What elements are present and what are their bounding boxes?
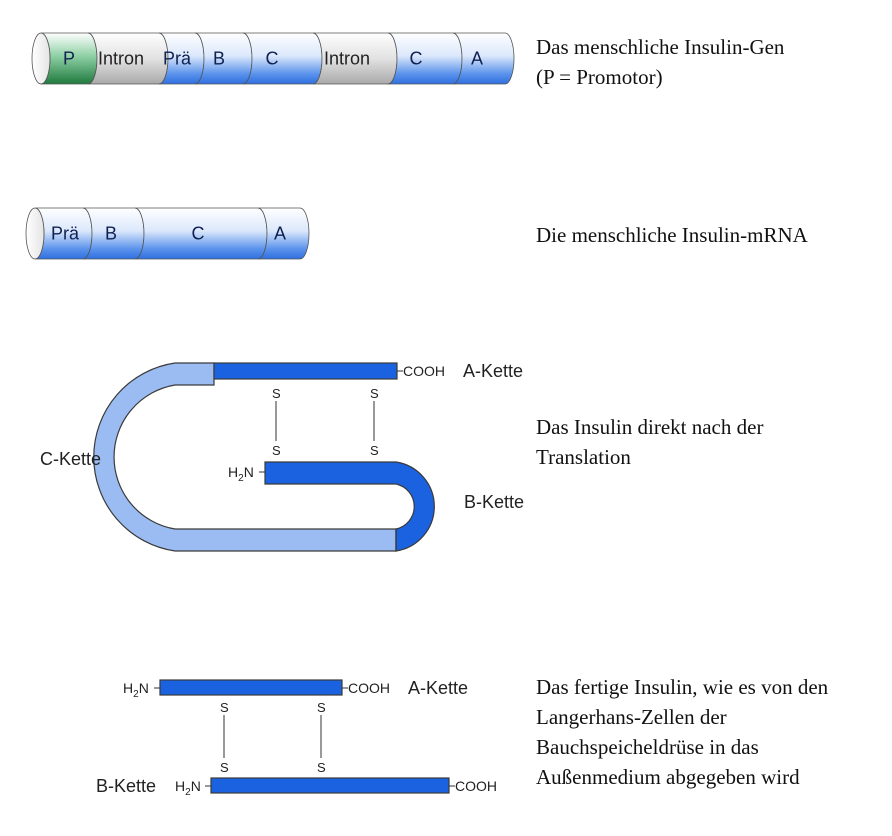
- caption-line: Das fertige Insulin, wie es von den: [536, 675, 829, 699]
- a-chain-label: A-Kette: [408, 678, 469, 698]
- disulfide-bridge: [220, 700, 229, 775]
- disulfide-bridge: [370, 386, 379, 458]
- segment-label: A: [273, 223, 287, 244]
- svg-text:H2N: $H_2N$: [228, 464, 254, 484]
- b-chain-cooh: COOH: [455, 778, 497, 794]
- c-chain-label: C-Kette: [40, 449, 102, 469]
- segment-label: C: [409, 48, 423, 69]
- mature-insulin: [96, 678, 497, 798]
- a-chain-cooh: COOH: [348, 680, 390, 696]
- insulin-gene: [32, 33, 514, 84]
- segment-label: A: [470, 48, 484, 69]
- b-chain-nh2: [228, 464, 265, 484]
- segment-label: C: [265, 48, 279, 69]
- gene-caption: [536, 32, 784, 92]
- segment-exon: [243, 33, 322, 84]
- svg-text:H2N: $H_2N$: [175, 778, 201, 798]
- mrna-caption: [536, 220, 808, 250]
- caption-line: Das Insulin direkt nach der: [536, 415, 764, 439]
- a-chain-cooh: COOH: [403, 363, 445, 379]
- proinsulin-caption: [536, 412, 763, 472]
- b-chain-label: B-Kette: [96, 776, 157, 796]
- segment-exon: [388, 33, 462, 84]
- svg-text:H2N: $H_2N$: [123, 680, 149, 700]
- cylinder-end-cap: [32, 33, 50, 84]
- caption-line: Langerhans-Zellen der: [536, 705, 727, 729]
- caption-line: (P = Promotor): [536, 65, 663, 89]
- segment-label: P: [62, 48, 76, 69]
- insulin-caption: [536, 672, 828, 792]
- sulfur-atom: S: [272, 443, 281, 458]
- segment-exon: [453, 33, 514, 84]
- b-chain-bar: [211, 778, 449, 793]
- b-chain-nh2: [175, 778, 211, 798]
- caption-line: Bauchspeicheldrüse in das: [536, 735, 759, 759]
- segment-label: Prä: [50, 223, 80, 244]
- segment-label: Intron: [323, 48, 371, 69]
- segment-label: C: [191, 223, 205, 244]
- b-chain-label: B-Kette: [464, 492, 525, 512]
- disulfide-bridge: [272, 386, 281, 458]
- a-chain-label: A-Kette: [463, 361, 524, 381]
- a-chain-bar: [160, 680, 342, 695]
- caption-line: Translation: [536, 445, 631, 469]
- segment-label: B: [212, 48, 226, 69]
- segment-label: Intron: [97, 48, 145, 69]
- caption-line: Die menschliche Insulin-mRNA: [536, 223, 808, 247]
- a-chain-nh2: [123, 680, 160, 700]
- sulfur-atom: S: [370, 386, 379, 401]
- sulfur-atom: S: [220, 760, 229, 775]
- caption-line: Außenmedium abgegeben wird: [536, 765, 800, 789]
- sulfur-atom: S: [370, 443, 379, 458]
- a-chain-bar: [214, 363, 397, 379]
- sulfur-atom: S: [317, 700, 326, 715]
- c-chain: [94, 363, 396, 551]
- segment-label: B: [104, 223, 118, 244]
- sulfur-atom: S: [272, 386, 281, 401]
- segment-label: Prä: [162, 48, 192, 69]
- caption-line: Das menschliche Insulin-Gen: [536, 35, 785, 59]
- insulin-mrna: [26, 208, 309, 259]
- sulfur-atom: S: [220, 700, 229, 715]
- proinsulin: [40, 361, 524, 551]
- disulfide-bridge: [317, 700, 326, 775]
- sulfur-atom: S: [317, 760, 326, 775]
- cylinder-end-cap: [26, 208, 44, 259]
